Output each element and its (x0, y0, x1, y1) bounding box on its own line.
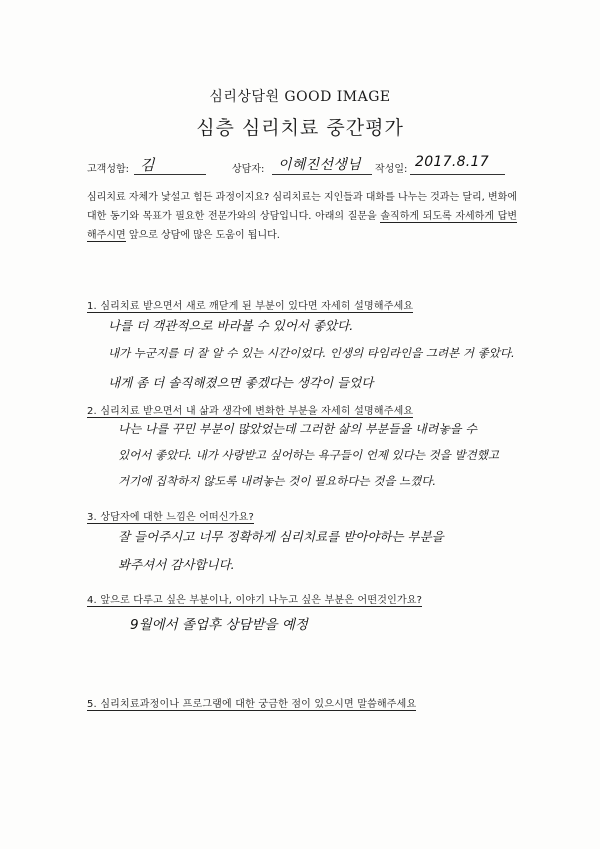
answer-2-line-3: 거기에 집착하지 않도록 내려놓는 것이 필요하다는 것을 느꼈다. (118, 474, 437, 488)
question-5: 5. 심리치료과정이나 프로그램에 대한 궁금한 점이 있으시면 말씀해주세요 (87, 699, 417, 710)
answer-4-line-1: 9월에서 졸업후 상담받을 예정 (130, 617, 308, 633)
counselor-value: 이혜진선생님 (278, 157, 361, 173)
intro-text-1: 심리치료 자체가 낯설고 힘든 과정이지요? 심리치료는 지인들과 대화를 나누는 것과는 달리, 변화에 대한 동기와 목표가 필요한 전문가와의 상담입니다. 아래의 질문을 (87, 192, 517, 222)
answer-3-line-1: 잘 들어주시고 너무 정확하게 심리치료를 받아야하는 부분을 (118, 529, 444, 544)
client-name-value: 김 (140, 156, 155, 174)
question-1: 1. 심리치료 받으면서 새로 깨닫게 된 부분이 있다면 자세히 설명해주세요 (87, 301, 414, 312)
date-label: 작성일: (375, 164, 408, 175)
date-underline (410, 174, 505, 175)
question-2: 2. 심리치료 받으면서 내 삶과 생각에 변화한 부분을 자세히 설명해주세요 (87, 406, 414, 417)
date-value: 2017.8.17 (415, 154, 489, 170)
center-name: 심리상담원 GOOD IMAGE (209, 89, 391, 105)
answer-2-line-1: 나는 나를 꾸민 부분이 많았었는데 그러한 삶의 부분들을 내려놓을 수 (118, 422, 477, 436)
form-title: 심층 심리치료 중간평가 (196, 117, 404, 139)
intro-text-2: 앞으로 상담에 많은 도움이 됩니다. (125, 230, 280, 241)
answer-3-line-2: 봐주셔서 감사합니다. (118, 557, 235, 572)
intro-text-emphasis: 솔직하게 되도록 자세하게 답변해주시면 (87, 211, 517, 241)
answer-2-line-2: 있어서 좋았다. 내가 사랑받고 싶어하는 욕구들이 언제 있다는 것을 발견했고 (118, 448, 499, 462)
question-3: 3. 상담자에 대한 느낌은 어떠신가요? (87, 512, 255, 523)
answer-1-line-2: 내가 누군지를 더 잘 알 수 있는 시간이었다. 인생의 타임라인을 그려본 거 좋았다. (108, 346, 515, 360)
answer-1-line-1: 나를 더 객관적으로 바라볼 수 있어서 좋았다. (108, 318, 354, 333)
question-4: 4. 앞으로 다루고 싶은 부분이나, 이야기 나누고 싶은 부분은 어떤것인가요? (87, 595, 423, 606)
counselor-underline (272, 174, 372, 175)
client-name-underline (134, 174, 206, 175)
answer-1-line-3: 내게 좀 더 솔직해졌으면 좋겠다는 생각이 들었다 (108, 375, 374, 390)
intro-paragraph (87, 188, 517, 245)
counselor-label: 상담자: (232, 164, 265, 175)
client-name-label: 고객성함: (87, 164, 130, 175)
